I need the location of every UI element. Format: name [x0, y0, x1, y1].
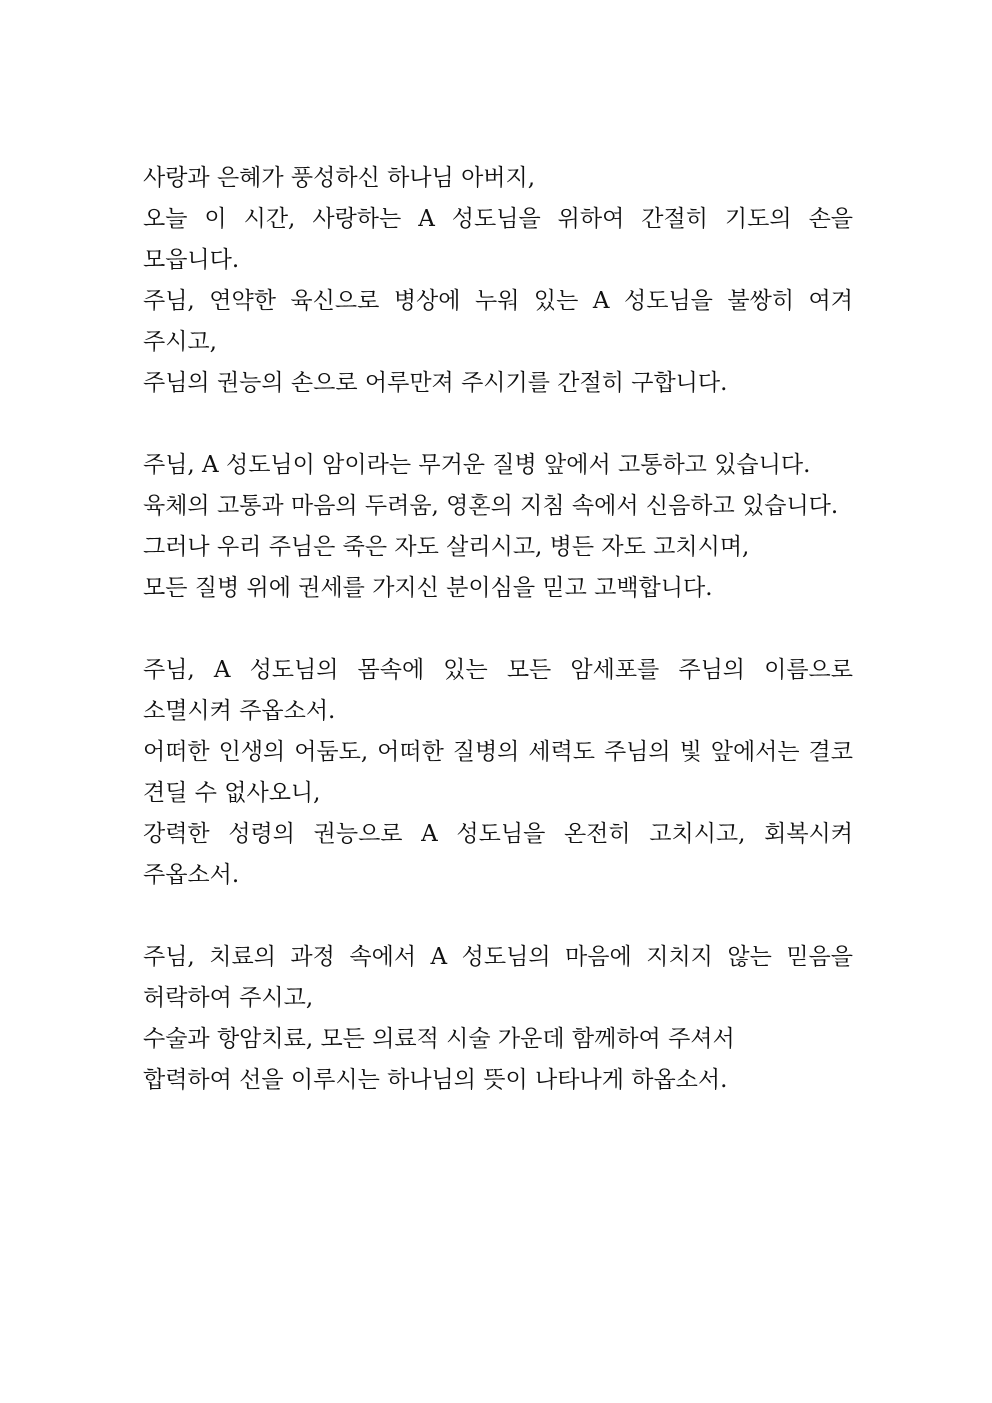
- paragraph-2: [143, 445, 853, 609]
- paragraph-1: [143, 158, 853, 404]
- text-line: 주님, 치료의 과정 속에서 A 성도님의 마음에 지치지 않는 믿음을 허락하여 주시고,: [143, 944, 853, 1011]
- text-line: 모든 질병 위에 권세를 가지신 분이심을 믿고 고백합니다.: [143, 575, 713, 601]
- prayer-text: [143, 158, 853, 1101]
- text-line: 주님의 권능의 손으로 어루만져 주시기를 간절히 구합니다.: [143, 370, 728, 396]
- paragraph-gap: [143, 609, 853, 650]
- text-line: 그러나 우리 주님은 죽은 자도 살리시고, 병든 자도 고치시며,: [143, 534, 750, 560]
- text-line: 주님, A 성도님이 암이라는 무거운 질병 앞에서 고통하고 있습니다.: [143, 452, 811, 478]
- text-line: 어떠한 인생의 어둠도, 어떠한 질병의 세력도 주님의 빛 앞에서는 결코 견딜 수 없사오니,: [143, 739, 853, 806]
- paragraph-gap: [143, 896, 853, 937]
- paragraph-gap: [143, 404, 853, 445]
- text-line: 주님, A 성도님의 몸속에 있는 모든 암세포를 주님의 이름으로 소멸시켜 주옵소서.: [143, 657, 853, 724]
- text-line: 오늘 이 시간, 사랑하는 A 성도님을 위하여 간절히 기도의 손을 모읍니다.: [143, 206, 853, 273]
- text-line: 육체의 고통과 마음의 두려움, 영혼의 지침 속에서 신음하고 있습니다.: [143, 493, 839, 519]
- text-line: 강력한 성령의 권능으로 A 성도님을 온전히 고치시고, 회복시켜 주옵소서.: [143, 821, 853, 888]
- paragraph-3: [143, 650, 853, 896]
- text-line: 합력하여 선을 이루시는 하나님의 뜻이 나타나게 하옵소서.: [143, 1067, 728, 1093]
- paragraph-4: [143, 937, 853, 1101]
- text-line: 수술과 항암치료, 모든 의료적 시술 가운데 함께하여 주셔서: [143, 1026, 735, 1052]
- text-line: 주님, 연약한 육신으로 병상에 누워 있는 A 성도님을 불쌍히 여겨 주시고,: [143, 288, 853, 355]
- text-line: 사랑과 은혜가 풍성하신 하나님 아버지,: [143, 165, 536, 191]
